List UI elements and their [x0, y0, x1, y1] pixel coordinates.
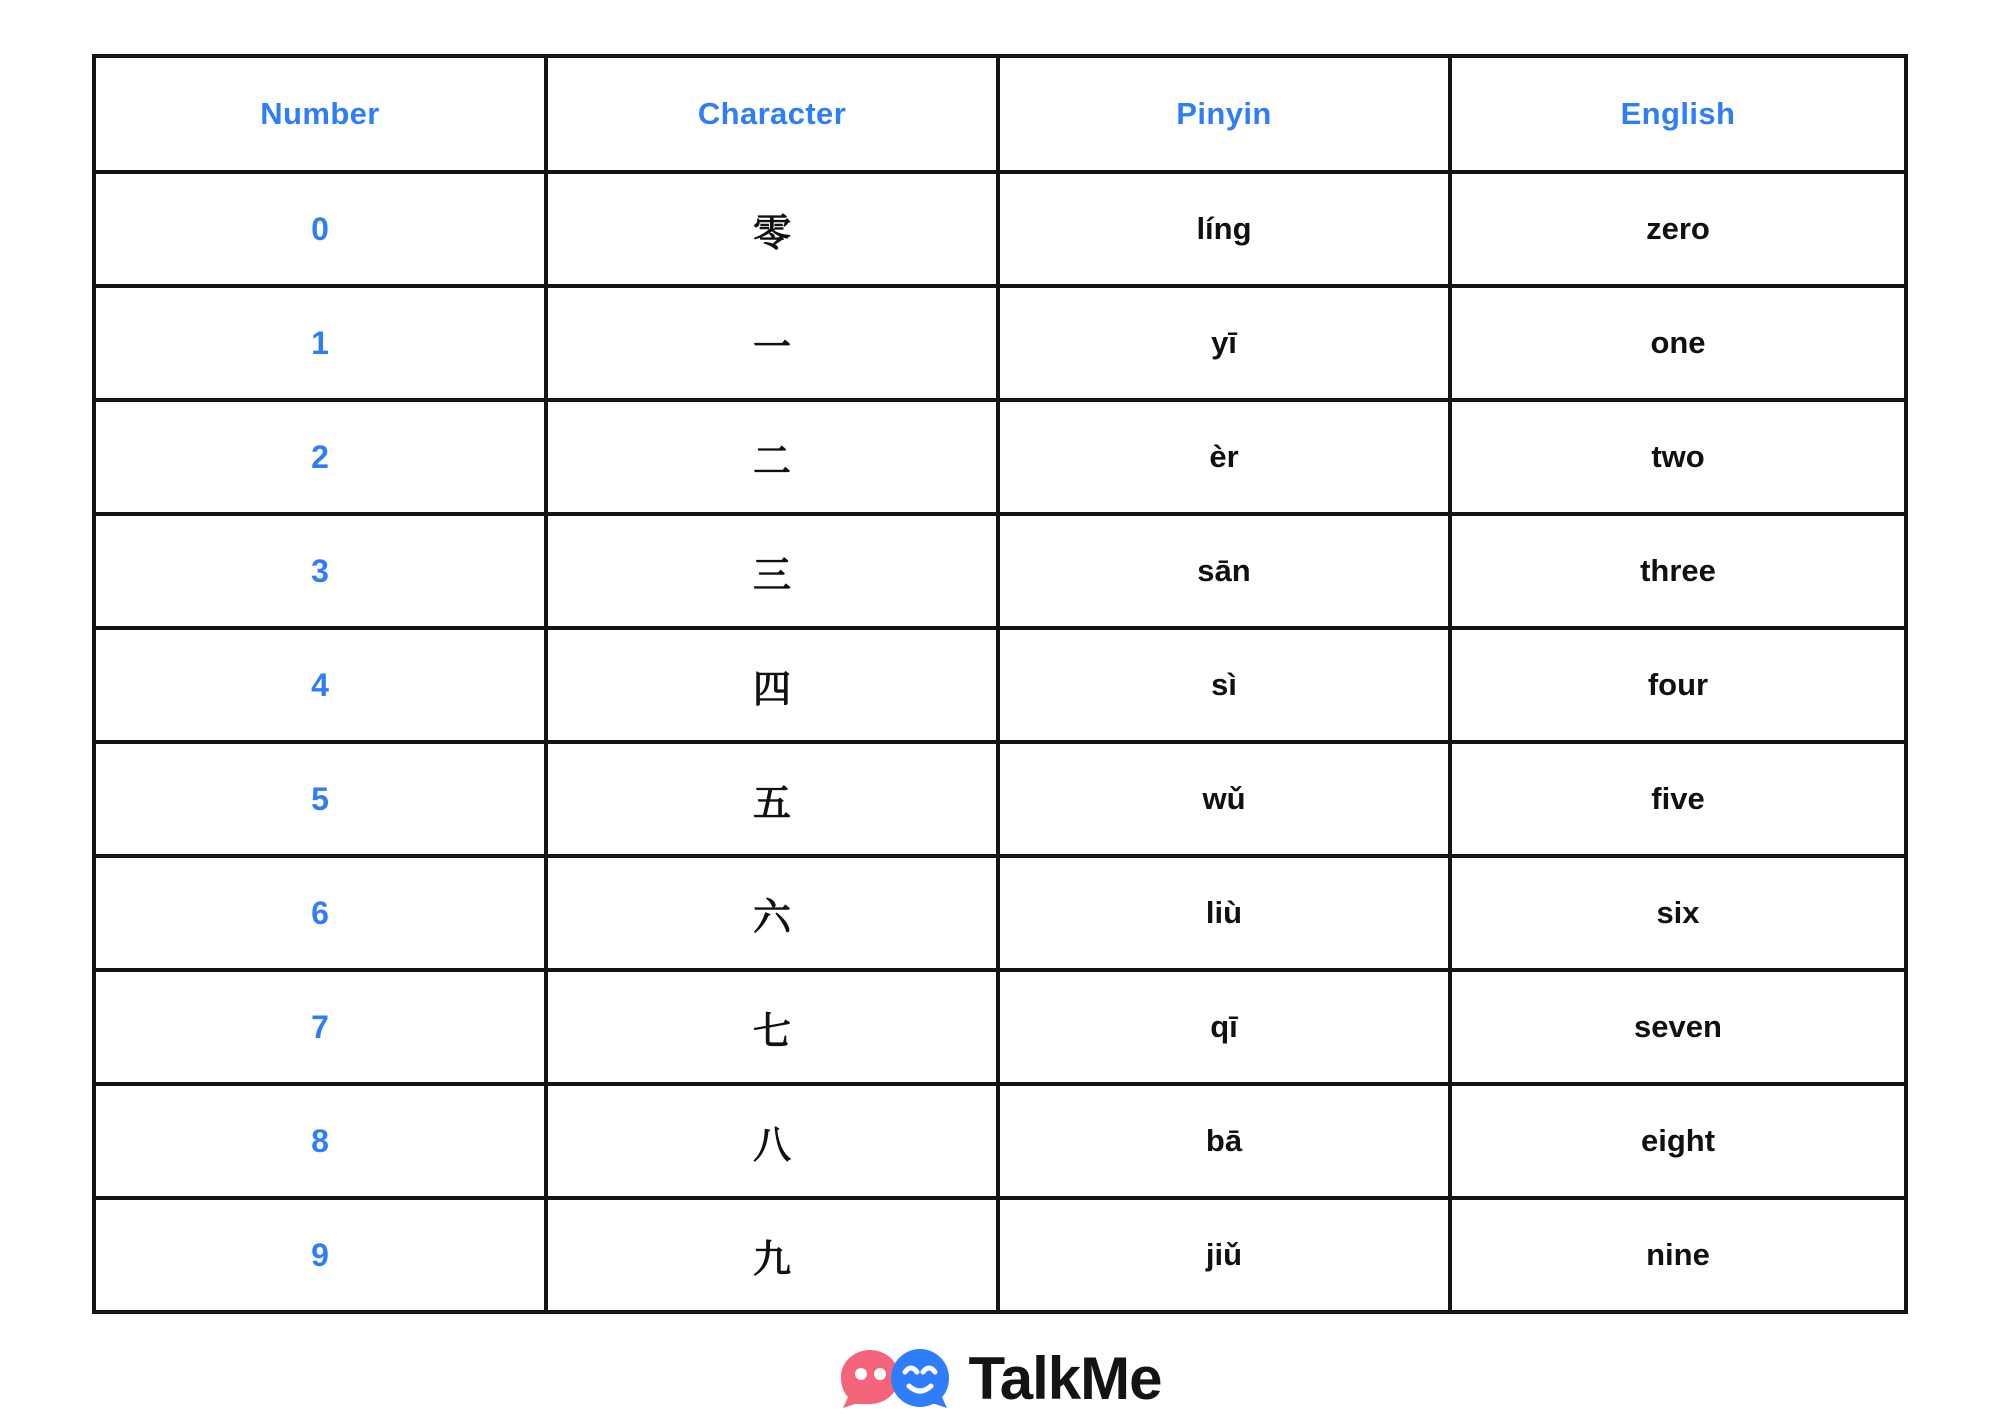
- cell-pinyin: sì: [998, 628, 1450, 742]
- cell-character: 六: [546, 856, 998, 970]
- cell-pinyin: jiǔ: [998, 1198, 1450, 1312]
- cell-pinyin: líng: [998, 172, 1450, 286]
- talkme-speech-bubble-faces-icon: [839, 1348, 955, 1410]
- cell-character: 二: [546, 400, 998, 514]
- table-row: [94, 742, 1906, 856]
- cell-character: 一: [546, 286, 998, 400]
- cell-number: 2: [94, 400, 546, 514]
- table-row: [94, 1198, 1906, 1312]
- table-row: [94, 286, 1906, 400]
- cell-character: 零: [546, 172, 998, 286]
- table-body: [94, 172, 1906, 1312]
- cell-character: 七: [546, 970, 998, 1084]
- cell-pinyin: bā: [998, 1084, 1450, 1198]
- table-row: [94, 628, 1906, 742]
- table-row: [94, 172, 1906, 286]
- cell-character: 五: [546, 742, 998, 856]
- cell-character: 九: [546, 1198, 998, 1312]
- chinese-numbers-table: [92, 54, 1908, 1314]
- column-header-pinyin: Pinyin: [998, 56, 1450, 172]
- cell-character: 八: [546, 1084, 998, 1198]
- cell-number: 8: [94, 1084, 546, 1198]
- cell-english: six: [1450, 856, 1906, 970]
- cell-english: four: [1450, 628, 1906, 742]
- cell-pinyin: sān: [998, 514, 1450, 628]
- cell-number: 6: [94, 856, 546, 970]
- cell-english: two: [1450, 400, 1906, 514]
- cell-english: seven: [1450, 970, 1906, 1084]
- cell-number: 4: [94, 628, 546, 742]
- cell-number: 3: [94, 514, 546, 628]
- column-header-english: English: [1450, 56, 1906, 172]
- cell-english: nine: [1450, 1198, 1906, 1312]
- cell-number: 7: [94, 970, 546, 1084]
- cell-number: 9: [94, 1198, 546, 1312]
- cell-pinyin: qī: [998, 970, 1450, 1084]
- cell-pinyin: èr: [998, 400, 1450, 514]
- table-row: [94, 856, 1906, 970]
- table-row: [94, 400, 1906, 514]
- cell-english: eight: [1450, 1084, 1906, 1198]
- cell-english: one: [1450, 286, 1906, 400]
- table-header: [94, 56, 1906, 172]
- column-header-number: Number: [94, 56, 546, 172]
- brand-name: TalkMe: [968, 1345, 1162, 1412]
- table-header-row: [94, 56, 1906, 172]
- table-row: [94, 970, 1906, 1084]
- cell-pinyin: wǔ: [998, 742, 1450, 856]
- cell-number: 5: [94, 742, 546, 856]
- cell-pinyin: liù: [998, 856, 1450, 970]
- cell-english: five: [1450, 742, 1906, 856]
- cell-english: three: [1450, 514, 1906, 628]
- column-header-character: Character: [546, 56, 998, 172]
- table-row: [94, 1084, 1906, 1198]
- cell-character: 三: [546, 514, 998, 628]
- cell-pinyin: yī: [998, 286, 1450, 400]
- cell-number: 1: [94, 286, 546, 400]
- blue-bubble-face-icon: [889, 1348, 951, 1410]
- cell-character: 四: [546, 628, 998, 742]
- cell-english: zero: [1450, 172, 1906, 286]
- table-row: [94, 514, 1906, 628]
- talkme-logo: [839, 1345, 1162, 1412]
- cell-number: 0: [94, 172, 546, 286]
